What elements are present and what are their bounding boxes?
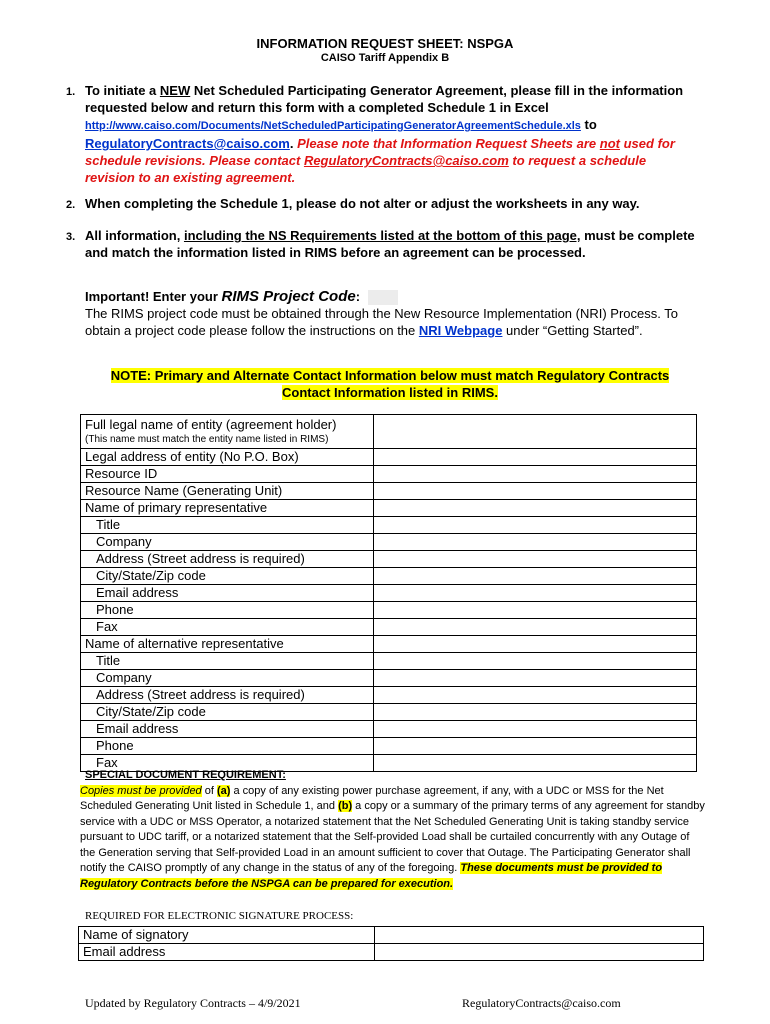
entity-name-label: Full legal name of entity (agreement holder) (This name must match the entity name listed in RIMS): [81, 415, 374, 449]
legal-address-field[interactable]: [373, 449, 696, 466]
alternate-title-field[interactable]: [373, 653, 696, 670]
rims-project-code-input[interactable]: [368, 290, 398, 305]
page-subtitle: CAISO Tariff Appendix B: [320, 52, 450, 64]
item-1-text: To initiate a NEW Net Scheduled Participating Generator Agreement, please fill in the information requested below and return this form with a completed Schedule 1 in Excel http://www.caiso.com/Documents/NetScheduledParticipatingGeneratorAgreementSchedule.xls to RegulatoryContracts@caiso.com. Please note that Information Request Sheets are not used for schedule revisions. Please contact RegulatoryContracts@caiso.com to request a schedule revision to an existing agreement.: [85, 83, 684, 185]
schedule-excel-link[interactable]: http://www.caiso.com/Documents/NetScheduledParticipatingGeneratorAgreementSchedule.xls: [85, 120, 581, 132]
alternate-rep-field[interactable]: [373, 636, 696, 653]
primary-rep-field[interactable]: [373, 500, 696, 517]
table-row: City/State/Zip code: [81, 568, 697, 585]
table-row: Name of signatory: [79, 927, 704, 944]
primary-phone-field[interactable]: [373, 602, 696, 619]
alternate-email-field[interactable]: [373, 721, 696, 738]
table-row: Email address: [79, 944, 704, 961]
alternate-company-field[interactable]: [373, 670, 696, 687]
contact-info-table: [80, 414, 697, 772]
signature-table: [78, 926, 704, 961]
item-3-text: All information, including the NS Requirements listed at the bottom of this page, must be complete and match the information listed in RIMS before an agreement can be processed.: [85, 228, 695, 260]
table-row: Address (Street address is required): [81, 551, 697, 568]
table-row: Email address: [81, 585, 697, 602]
table-row: Fax: [81, 755, 697, 772]
table-row: Resource ID: [81, 466, 697, 483]
signatory-name-field[interactable]: [374, 927, 703, 944]
primary-city-field[interactable]: [373, 568, 696, 585]
item-2-number: 2.: [66, 199, 76, 211]
item-3-number: 3.: [66, 231, 76, 243]
rims-code-section: Important! Enter your RIMS Project Code: The RIMS project code must be obtained through the New Resource Implementation (NRI) Process. To obtain a project code please follow the instructions on the NRI Webpage under “Getting Started”.: [85, 288, 678, 339]
signature-label: REQUIRED FOR ELECTRONIC SIGNATURE PROCESS:: [85, 910, 354, 922]
primary-fax-field[interactable]: [373, 619, 696, 636]
table-row: Email address: [81, 721, 697, 738]
footer-email: RegulatoryContracts@caiso.com: [462, 996, 621, 1010]
table-row: Title: [81, 517, 697, 534]
footer-updated: Updated by Regulatory Contracts – 4/9/2021: [85, 996, 301, 1010]
table-row: Company: [81, 534, 697, 551]
item-1-number: 1.: [66, 86, 76, 98]
contact-note: NOTE: Primary and Alternate Contact Information below must match Regulatory Contracts Contact Information listed in RIMS.: [110, 368, 670, 400]
special-heading: SPECIAL DOCUMENT REQUIREMENT:: [85, 769, 286, 781]
table-row: Title: [81, 653, 697, 670]
signatory-email-field[interactable]: [374, 944, 703, 961]
item-2-text: When completing the Schedule 1, please do not alter or adjust the worksheets in any way.: [85, 196, 640, 211]
primary-email-field[interactable]: [373, 585, 696, 602]
table-row: Name of primary representative: [81, 500, 697, 517]
table-row: Phone: [81, 602, 697, 619]
table-row: Phone: [81, 738, 697, 755]
entity-name-field[interactable]: [373, 415, 696, 449]
resource-id-field[interactable]: [373, 466, 696, 483]
table-row: Company: [81, 670, 697, 687]
regulatory-email-link[interactable]: RegulatoryContracts@caiso.com: [85, 136, 290, 151]
table-row: Legal address of entity (No P.O. Box): [81, 449, 697, 466]
table-row: Name of alternative representative: [81, 636, 697, 653]
alternate-phone-field[interactable]: [373, 738, 696, 755]
page-title: INFORMATION REQUEST SHEET: NSPGA: [256, 36, 514, 51]
primary-title-field[interactable]: [373, 517, 696, 534]
table-row: Resource Name (Generating Unit): [81, 483, 697, 500]
table-row: [81, 415, 697, 449]
revision-email-link[interactable]: RegulatoryContracts@caiso.com: [303, 153, 509, 168]
primary-address-field[interactable]: [373, 551, 696, 568]
alternate-address-field[interactable]: [373, 687, 696, 704]
table-row: Address (Street address is required): [81, 687, 697, 704]
alternate-city-field[interactable]: [373, 704, 696, 721]
resource-name-field[interactable]: [373, 483, 696, 500]
nri-webpage-link[interactable]: NRI Webpage: [418, 323, 503, 339]
primary-company-field[interactable]: [373, 534, 696, 551]
special-requirement: SPECIAL DOCUMENT REQUIREMENT: Copies must be provided of (a) a copy of any existing power purchase agreement, if any, with a UDC or MSS for the Net Scheduled Generating Unit listed in Schedule 1, and (b) a copy or a summary of the primary terms of any agreement for standby service with a UDC or MSS Operator, a notarized statement that the Net Scheduled Generating Unit is taking standby service pursuant to UDC tariff, or a notarized statement that the Self-provided Load shall be curtailed concurrently with any Outage of the Generation serving that Self-provided Load in an amount sufficient to cover that Outage. The Participating Generator shall notify the CAISO promptly of any change in the status of any of the foregoing. These documents must be provided to Regulatory Contracts before the NSPGA can be prepared for execution.: [80, 769, 705, 890]
table-row: Fax: [81, 619, 697, 636]
table-row: City/State/Zip code: [81, 704, 697, 721]
